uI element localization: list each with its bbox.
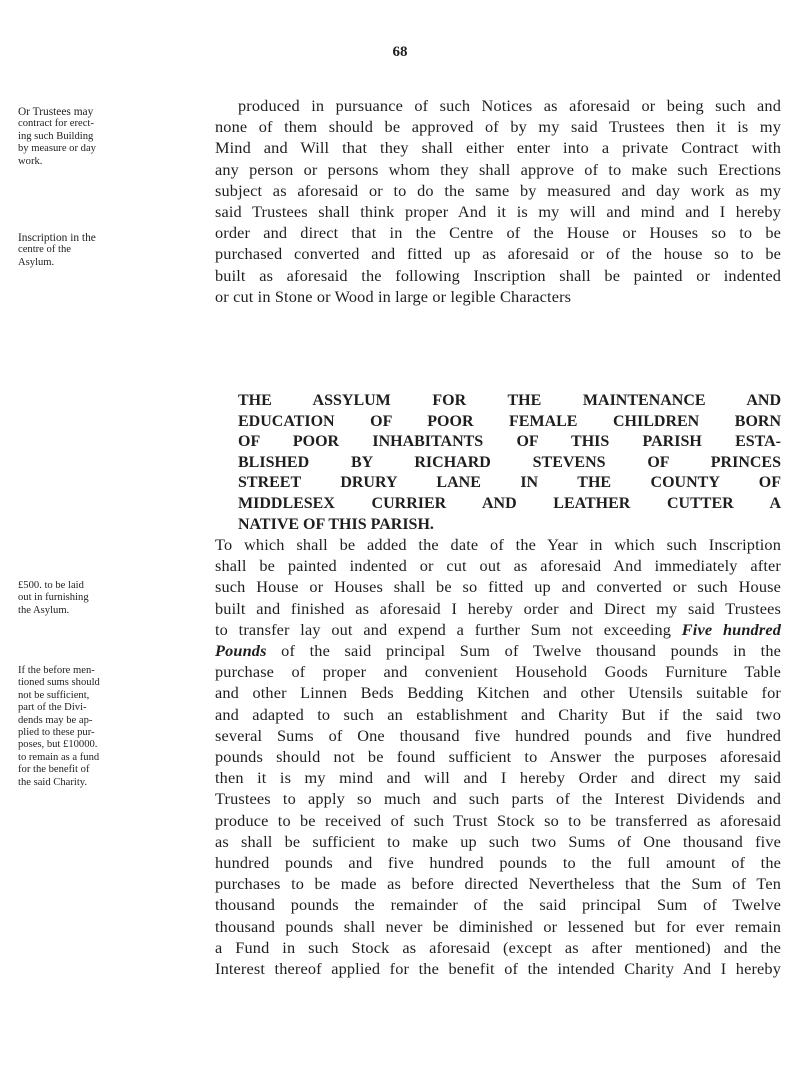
text-line: said Trustees shall think proper And it is my will and mind and I hereby bbox=[215, 202, 781, 222]
text-line: pounds should not be found sufficient to Answer the purposes aforesaid bbox=[215, 747, 781, 767]
margin-note-line: for the benefit of bbox=[18, 764, 90, 776]
margin-note-line: plied to these pur- bbox=[18, 727, 95, 739]
text-line bbox=[215, 640, 781, 661]
inscription-line: EDUCATION OF POOR FEMALE CHILDREN BORN bbox=[238, 412, 781, 430]
margin-note-line: out in furnishing bbox=[18, 592, 89, 604]
text-line: thousand pounds the remainder of the said principal Sum of Twelve bbox=[215, 895, 781, 915]
text-line: none of them should be approved of by my said Trustees then it is my bbox=[215, 117, 781, 137]
margin-note-line: £500. to be laid bbox=[18, 580, 84, 591]
margin-note-line: dends may be ap- bbox=[18, 714, 93, 726]
margin-note-inscription bbox=[18, 232, 213, 269]
text-line: purchases to be made as before directed Nevertheless that the Sum of Ten bbox=[215, 874, 781, 894]
text-line: Mind and Will that they shall either enter into a private Contract with bbox=[215, 138, 781, 158]
text-line: hundred pounds and five hundred pounds to the full amount of the bbox=[215, 853, 781, 873]
margin-note-line: to remain as a fund bbox=[18, 751, 100, 763]
inscription-line: THE ASSYLUM FOR THE MAINTENANCE AND bbox=[238, 392, 781, 409]
text-line: or cut in Stone or Wood in large or legible Characters bbox=[215, 286, 572, 306]
text-line: shall be painted indented or cut out as aforesaid And immediately after bbox=[215, 556, 781, 576]
text-line: such House or Houses shall be so fitted up and converted or such House bbox=[215, 577, 781, 597]
text-line bbox=[215, 619, 781, 640]
text-line: Trustees to apply so much and such parts of the Interest Dividends and bbox=[215, 789, 781, 809]
text-line: subject as aforesaid or to do the same by measured and day work as my bbox=[215, 180, 781, 200]
inscription-line: OF POOR INHABITANTS OF THIS PARISH ESTA- bbox=[238, 433, 781, 451]
margin-note-line: ing such Building bbox=[18, 130, 94, 142]
page-number: 68 bbox=[392, 44, 408, 60]
inscription-line: BLISHED BY RICHARD STEVENS OF PRINCES bbox=[238, 453, 781, 471]
text-line: then it is my mind and will and I hereby Order and direct my said bbox=[215, 768, 781, 788]
margin-note-line: Inscription in the bbox=[18, 232, 96, 244]
margin-note-line: poses, but £10000. bbox=[18, 739, 98, 751]
text-line: built and finished as aforesaid I hereby order and Direct my said Trustees bbox=[215, 598, 781, 618]
margin-note-line: tioned sums should bbox=[18, 677, 100, 689]
emphasis-pounds: Pounds bbox=[215, 641, 267, 661]
text-line: and other Linnen Beds Bedding Kitchen and other Utensils suitable for bbox=[215, 683, 781, 703]
text-line: order and direct that in the Centre of the House or Houses so to be bbox=[215, 223, 781, 243]
text-line: To which shall be added the date of the Year in which such Inscription bbox=[215, 535, 781, 554]
margin-note-dividends bbox=[18, 665, 213, 789]
margin-note-line: Asylum. bbox=[18, 256, 55, 268]
inscription-line: MIDDLESEX CURRIER AND LEATHER CUTTER A bbox=[238, 494, 781, 512]
text-run: to transfer lay out and expend a further Sum not exceeding bbox=[215, 619, 682, 639]
margin-note-furnishing bbox=[18, 580, 213, 617]
text-line: any person or persons whom they shall approve of to make such Erections bbox=[215, 159, 781, 179]
text-line: purchased converted and fitted up as aforesaid or of the house so to be bbox=[215, 244, 781, 264]
margin-note-line: centre of the bbox=[18, 244, 71, 256]
text-line: Interest thereof applied for the benefit of the intended Charity And I hereby bbox=[215, 959, 781, 979]
text-line: produce to be received of such Trust Stock so to be transferred as aforesaid bbox=[215, 810, 781, 830]
margin-note-trustees-contract bbox=[18, 106, 213, 168]
inscription-block bbox=[238, 391, 781, 535]
margin-note-line: Or Trustees may bbox=[18, 106, 94, 118]
margin-note-line: the said Charity. bbox=[18, 776, 88, 788]
margin-note-line: by measure or day bbox=[18, 143, 96, 155]
text-line: purchase of proper and convenient Household Goods Furniture Table bbox=[215, 662, 781, 682]
text-line: a Fund in such Stock as aforesaid (except as after mentioned) and the bbox=[215, 937, 781, 957]
margin-note-line: the Asylum. bbox=[18, 604, 70, 616]
paragraph-bequest-contract bbox=[215, 95, 781, 307]
margin-note-line: If the before men- bbox=[18, 665, 95, 676]
paragraph-furnishing-and-fund bbox=[215, 534, 781, 979]
text-line: several Sums of One thousand five hundred pounds and five hundred bbox=[215, 725, 781, 745]
margin-note-line: contract for erect- bbox=[18, 118, 94, 130]
text-run: of the said principal Sum of Twelve thousand pounds in the bbox=[266, 641, 781, 661]
text-line: produced in pursuance of such Notices as aforesaid or being such and bbox=[238, 96, 781, 115]
text-line: thousand pounds shall never be diminished or lessened but for ever remain bbox=[215, 916, 781, 936]
text-line: as shall be sufficient to make up such two Sums of One thousand five bbox=[215, 831, 781, 851]
text-line: and adapted to such an establishment and Charity But if the said two bbox=[215, 704, 781, 724]
emphasis-amount: Five hundred bbox=[681, 619, 782, 639]
margin-note-line: not be sufficient, bbox=[18, 689, 90, 701]
inscription-line: STREET DRURY LANE IN THE COUNTY OF bbox=[238, 474, 781, 492]
margin-note-line: part of the Divi- bbox=[18, 702, 87, 714]
text-line: built as aforesaid the following Inscription shall be painted or indented bbox=[215, 265, 781, 285]
inscription-line: NATIVE OF THIS PARISH. bbox=[238, 515, 434, 533]
margin-note-line: work. bbox=[18, 155, 43, 167]
